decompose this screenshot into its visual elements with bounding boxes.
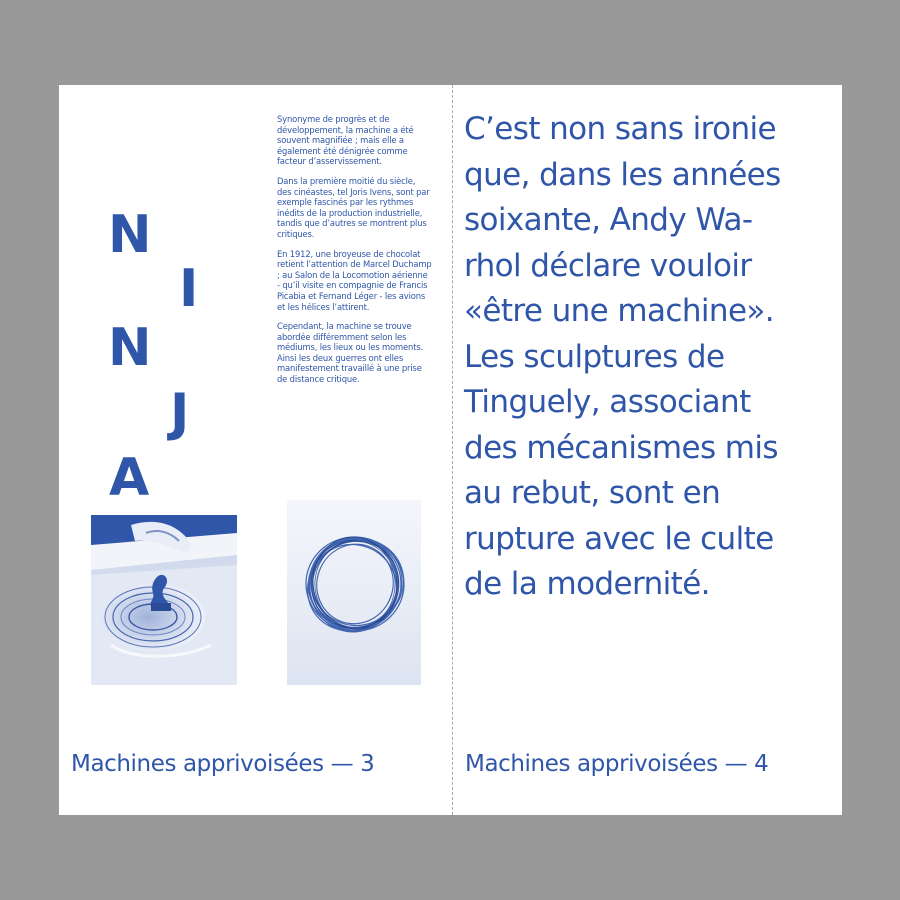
paragraph-3: En 1912, une broyeuse de chocolat retient l’attention de Marcel Duchamp ; au Salon de la Locomotion aérienne - qu’il visite en compagnie de Francis Picabia et Fernand Léger - les avions et les hélices l’attirent. <box>277 248 432 312</box>
quote-line-1: C’est non sans ironie <box>464 111 777 147</box>
paragraph-1: Synonyme de progrès et de développement, la machine a été souvent magnifiée ; mais elle a également été dénigrée comme facteur d’asservissement. <box>277 114 414 167</box>
ninja-letter-n2: N <box>108 318 152 378</box>
ninja-letter-a: A <box>109 448 150 508</box>
quote-line-5: «être une machine». <box>464 293 775 329</box>
paragraph-2: Dans la première moitié du siècle, des cinéastes, tel Joris Ivens, sont par exemple fascinés par les rythmes inédits de la production industrielle, tandis que d’autres se montrent plus critiques. <box>277 175 430 239</box>
quote-line-10: rupture avec le culte <box>464 520 774 557</box>
quote-line-11: de la modernité. <box>464 566 710 602</box>
ninja-letter-n1: N <box>108 205 152 265</box>
scribble-circle-drawing <box>287 500 421 685</box>
right-page <box>453 85 842 815</box>
body-text-column <box>277 114 432 394</box>
page-footer-4: Machines apprivoisées — 4 <box>465 751 769 777</box>
ninja-letter-i: I <box>179 259 199 319</box>
paragraph-4: Cependant, la machine se trouve abordée différemment selon les médiums, les lieux ou les moments. Ainsi les deux guerres ont elles manifestement travaillé à une prise de distance critique. <box>277 321 424 385</box>
quote-line-7: Tinguely, associant <box>464 384 751 420</box>
quote-text <box>464 107 836 608</box>
quote-line-2: que, dans les années <box>464 156 781 193</box>
ninja-letter-j: J <box>170 383 190 443</box>
quote-line-4: rhol déclare vouloir <box>464 247 752 284</box>
quote-line-9: au rebut, sont en <box>464 475 721 511</box>
quote-line-6: Les sculptures de <box>464 338 725 375</box>
chocolate-grinder-photo <box>91 515 237 685</box>
quote-line-3: soixante, Andy Wa- <box>464 202 753 238</box>
page-footer-3: Machines apprivoisées — 3 <box>71 751 375 777</box>
booklet-spread <box>59 85 842 815</box>
left-page <box>59 85 452 815</box>
quote-line-8: des mécanismes mis <box>464 429 778 466</box>
